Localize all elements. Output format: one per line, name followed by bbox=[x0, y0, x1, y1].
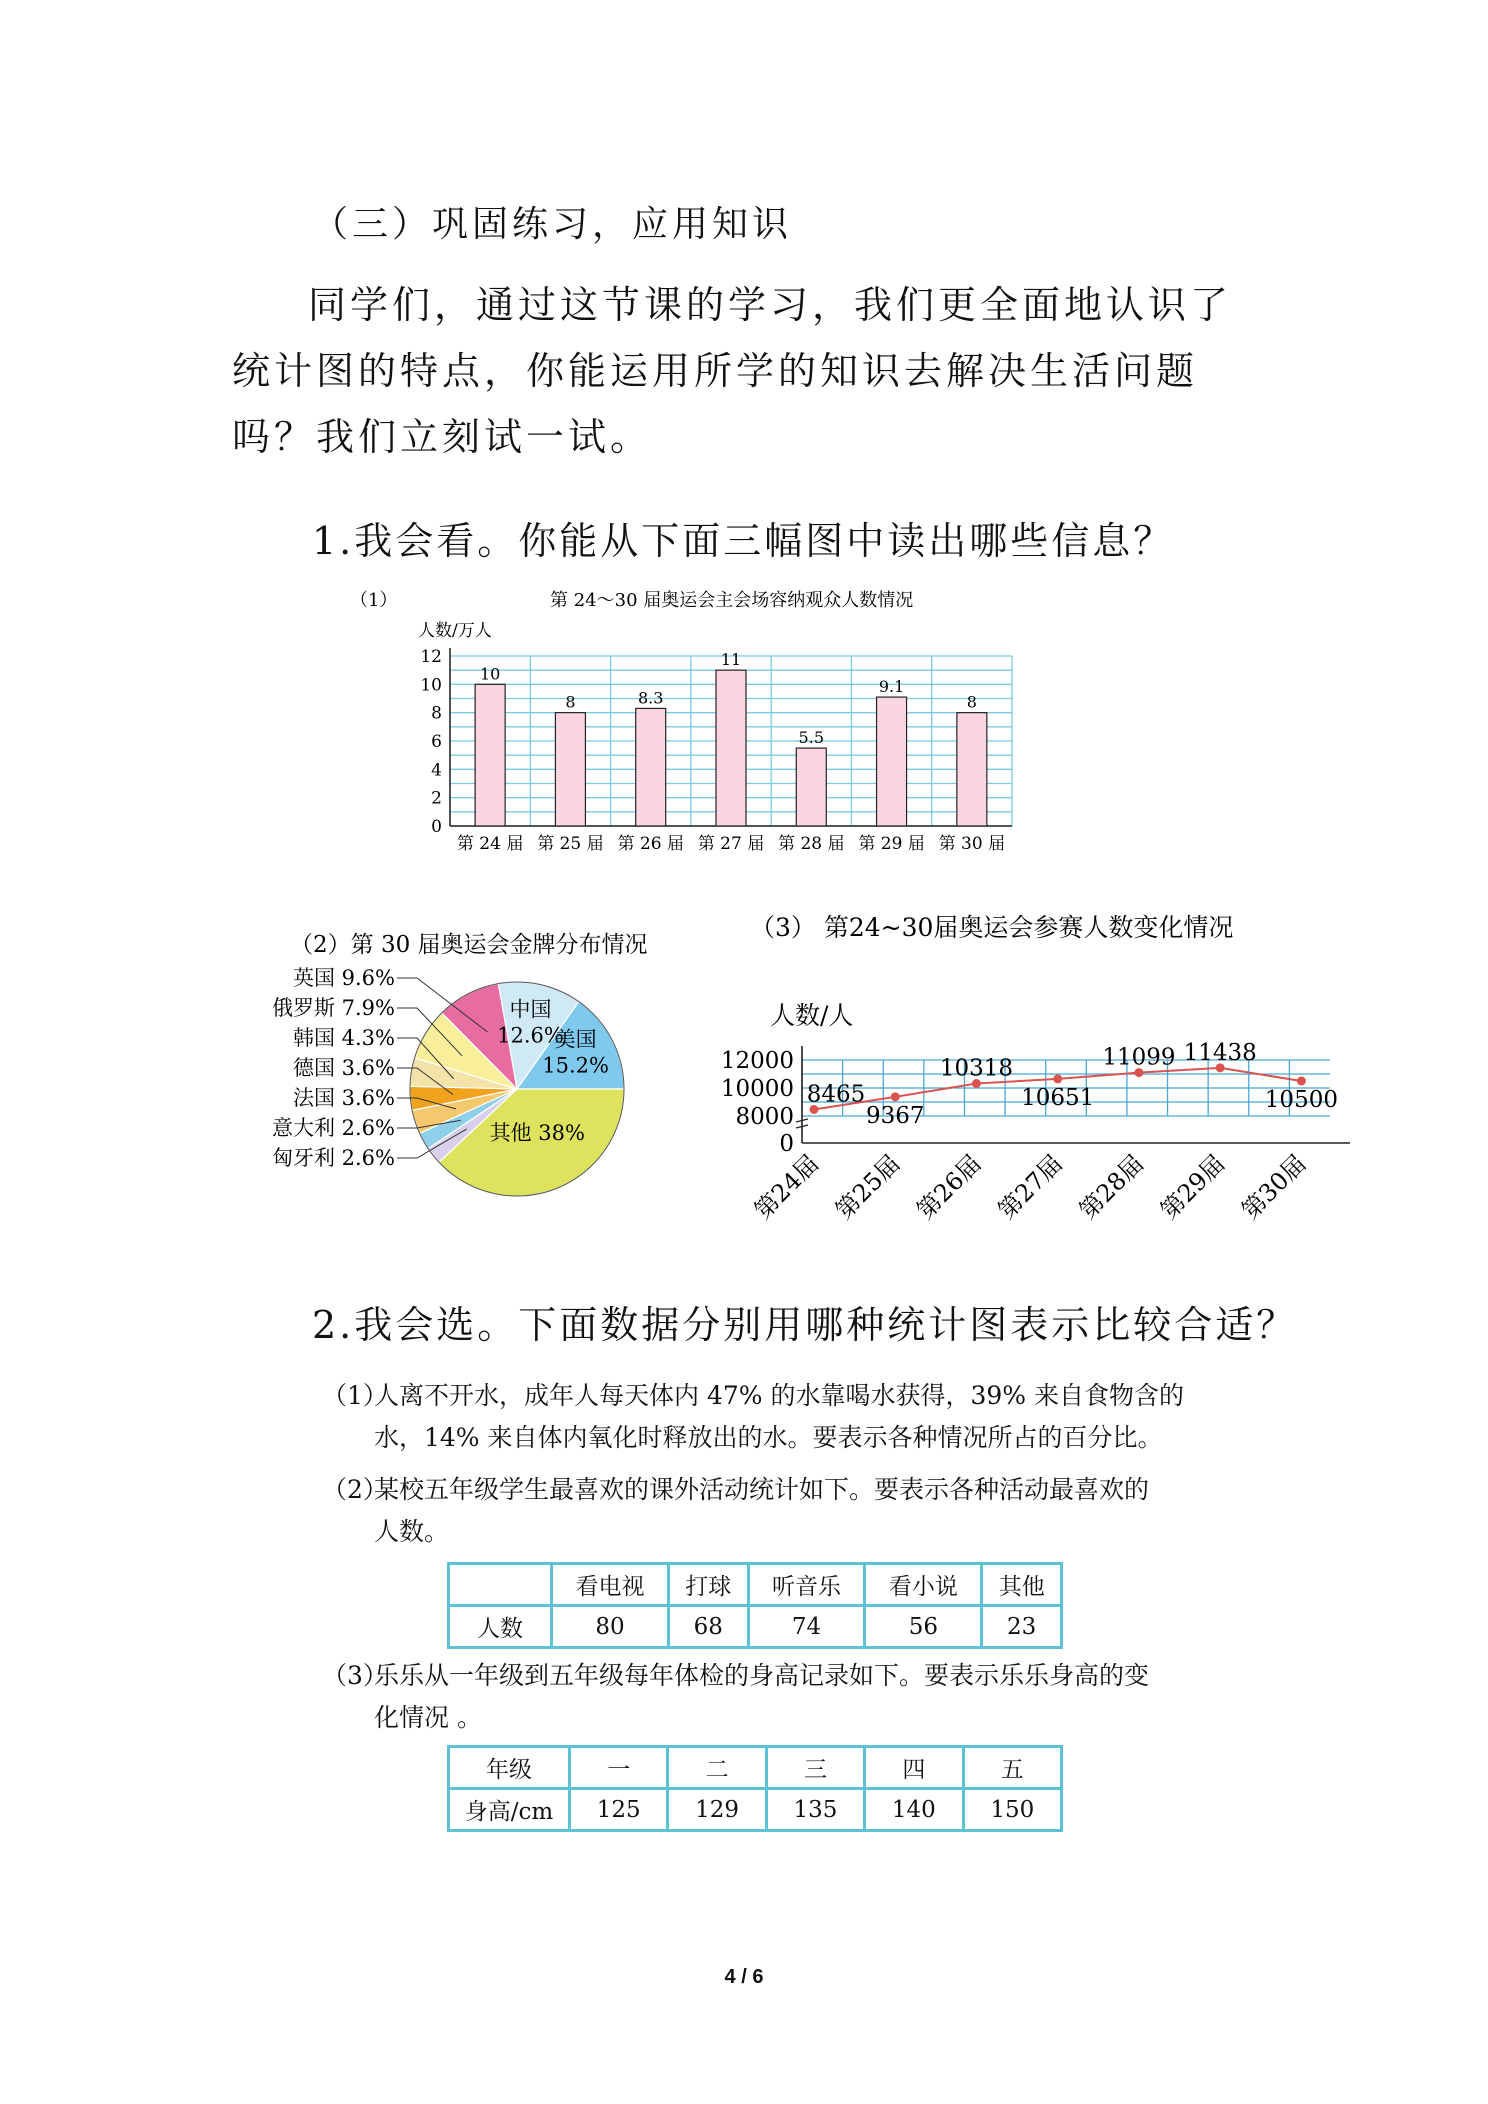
slice-label: 韩国 4.3% bbox=[292, 1026, 395, 1050]
y-tick-label: 10000 bbox=[720, 1076, 794, 1102]
data-label: 8 bbox=[966, 692, 977, 712]
slice-label: 俄罗斯 7.9% bbox=[271, 996, 395, 1020]
y-tick-label: 4 bbox=[431, 760, 442, 781]
y-tick-label: 10 bbox=[420, 675, 442, 696]
table-row bbox=[449, 1564, 1062, 1606]
page-number: 4 / 6 bbox=[724, 1966, 764, 1988]
data-point bbox=[891, 1092, 900, 1101]
x-tick-label: 第 24 届 bbox=[456, 834, 524, 854]
y-tick-label: 8000 bbox=[735, 1104, 794, 1130]
data-label: 8.3 bbox=[637, 688, 664, 708]
x-tick-label: 第24届 bbox=[748, 1149, 825, 1225]
data-label: 8465 bbox=[806, 1081, 866, 1108]
slice-label bbox=[490, 1121, 585, 1145]
sub-question-label: （3） bbox=[322, 1661, 388, 1690]
bar bbox=[716, 670, 746, 826]
y-tick-label: 0 bbox=[779, 1131, 794, 1157]
table-cell: 身高/cm bbox=[449, 1789, 570, 1831]
table-cell: 看电视 bbox=[552, 1564, 669, 1606]
data-label: 10318 bbox=[939, 1055, 1014, 1082]
table-row bbox=[449, 1747, 1062, 1789]
data-label: 11438 bbox=[1183, 1039, 1257, 1066]
line-chart-ylabel: 人数/人 bbox=[770, 1001, 854, 1030]
intro-paragraph: 同学们，通过这节课的学习，我们更全面地认识了统计图的特点，你能运用所学的知识去解决生活问题吗？我们立刻试一试。 bbox=[232, 283, 1233, 459]
data-label: 11099 bbox=[1102, 1044, 1176, 1071]
table-cell: 二 bbox=[668, 1747, 766, 1789]
sub-question-text: 人离不开水，成年人每天体内 47% 的水靠喝水获得，39% 来自食物含的 bbox=[374, 1381, 1184, 1410]
table-cell: 五 bbox=[963, 1747, 1061, 1789]
table-cell: 听音乐 bbox=[748, 1564, 865, 1606]
slice-label: 匈牙利 2.6% bbox=[271, 1146, 395, 1170]
slice-label: 法国 3.6% bbox=[292, 1086, 395, 1110]
data-label: 8 bbox=[565, 692, 576, 712]
bar-chart-label: （1） bbox=[350, 590, 398, 611]
table-cell: 68 bbox=[668, 1606, 748, 1648]
bar bbox=[475, 684, 505, 826]
table-cell: 74 bbox=[748, 1606, 865, 1648]
table-cell: 23 bbox=[982, 1606, 1062, 1648]
data-label: 9367 bbox=[865, 1102, 925, 1129]
slice-label-line: 其他 38% bbox=[489, 1121, 585, 1146]
x-tick-label: 第 26 届 bbox=[617, 834, 684, 854]
table-cell: 129 bbox=[668, 1789, 766, 1831]
sub-question-text: 人数。 bbox=[374, 1517, 450, 1546]
sub-question-text: 水，14% 来自体内氧化时释放出的水。要表示各种情况所占的百分比。 bbox=[374, 1423, 1163, 1452]
table-cell: 一 bbox=[570, 1747, 668, 1789]
bar-chart-title: 第 24～30 届奥运会主会场容纳观众人数情况 bbox=[550, 590, 914, 611]
data-label: 10500 bbox=[1264, 1087, 1338, 1113]
sub-question-text: 乐乐从一年级到五年级每年体检的身高记录如下。要表示乐乐身高的变 bbox=[374, 1661, 1150, 1690]
data-label: 5.5 bbox=[798, 728, 825, 748]
data-label: 9.1 bbox=[878, 677, 905, 697]
x-tick-label: 第 30 届 bbox=[938, 834, 1006, 854]
table-cell: 125 bbox=[570, 1789, 668, 1831]
sub-question-label: （1） bbox=[322, 1381, 388, 1410]
question-2: 2.我会选。下面数据分别用哪种统计图表示比较合适？ bbox=[312, 1303, 1298, 1347]
table-cell: 80 bbox=[552, 1606, 669, 1648]
section-heading: （三）巩固练习，应用知识 bbox=[312, 204, 793, 245]
slice-label-line: 12.6% bbox=[497, 1023, 564, 1048]
sub-question-text: 化情况 。 bbox=[374, 1703, 482, 1732]
question-1: 1.我会看。你能从下面三幅图中读出哪些信息？ bbox=[312, 519, 1175, 563]
sub-question-2 bbox=[322, 1469, 1252, 1553]
bar bbox=[796, 748, 826, 826]
slice-label-line: 美国 bbox=[554, 1027, 597, 1052]
bar-chart bbox=[330, 580, 1050, 870]
activity-table bbox=[447, 1562, 1063, 1649]
table-cell: 135 bbox=[766, 1789, 864, 1831]
y-tick-label: 8 bbox=[431, 703, 442, 724]
y-tick-label: 12 bbox=[420, 647, 442, 667]
data-point bbox=[1297, 1077, 1306, 1086]
x-tick-label: 第 29 届 bbox=[858, 834, 925, 854]
slice-label: 意大利 2.6% bbox=[271, 1116, 395, 1140]
pie-chart bbox=[260, 920, 660, 1220]
slice-label: 德国 3.6% bbox=[292, 1056, 395, 1080]
sub-question-label: （2） bbox=[322, 1475, 388, 1504]
x-tick-label: 第30届 bbox=[1236, 1149, 1312, 1225]
pie-chart-title: （2）第 30 届奥运会金牌分布情况 bbox=[290, 932, 648, 958]
x-tick-label: 第29届 bbox=[1155, 1149, 1231, 1225]
line-chart bbox=[690, 900, 1366, 1260]
bar bbox=[555, 713, 585, 826]
bar bbox=[636, 708, 666, 826]
table-row bbox=[449, 1789, 1062, 1831]
data-label: 10651 bbox=[1021, 1084, 1095, 1111]
data-label: 10 bbox=[479, 664, 501, 684]
table-cell: 150 bbox=[963, 1789, 1061, 1831]
sub-question-3 bbox=[322, 1655, 1252, 1739]
table-cell: 人数 bbox=[449, 1606, 552, 1648]
x-tick-label: 第 25 届 bbox=[537, 834, 604, 854]
table-cell: 年级 bbox=[449, 1747, 570, 1789]
x-tick-label: 第27届 bbox=[992, 1149, 1068, 1225]
table-row bbox=[449, 1606, 1062, 1648]
y-tick-label: 0 bbox=[431, 817, 442, 837]
data-label: 11 bbox=[720, 650, 742, 670]
x-tick-label: 第25届 bbox=[830, 1149, 906, 1225]
bar bbox=[877, 697, 907, 826]
table-cell: 四 bbox=[865, 1747, 963, 1789]
table-cell: 打球 bbox=[668, 1564, 748, 1606]
table-cell bbox=[449, 1564, 552, 1606]
slice-label-line: 中国 bbox=[509, 997, 552, 1022]
slice-label-line: 15.2% bbox=[542, 1053, 609, 1078]
height-table bbox=[447, 1745, 1063, 1832]
y-tick-label: 12000 bbox=[720, 1048, 794, 1074]
sub-question-1 bbox=[322, 1375, 1252, 1459]
table-cell: 三 bbox=[766, 1747, 864, 1789]
data-point bbox=[1053, 1074, 1062, 1083]
x-tick-label: 第 28 届 bbox=[778, 834, 845, 854]
slice-label: 英国 9.6% bbox=[292, 966, 395, 990]
x-tick-label: 第 27 届 bbox=[697, 834, 765, 854]
table-cell: 56 bbox=[865, 1606, 982, 1648]
table-cell: 其他 bbox=[982, 1564, 1062, 1606]
table-cell: 140 bbox=[865, 1789, 963, 1831]
x-tick-label: 第26届 bbox=[911, 1149, 987, 1225]
table-cell: 看小说 bbox=[865, 1564, 982, 1606]
y-tick-label: 2 bbox=[431, 788, 442, 809]
bar bbox=[957, 713, 987, 826]
line-chart-title: （3） 第24~30届奥运会参赛人数变化情况 bbox=[750, 913, 1234, 942]
y-tick-label: 6 bbox=[431, 732, 442, 752]
bar-chart-ylabel: 人数/万人 bbox=[418, 621, 492, 641]
sub-question-text: 某校五年级学生最喜欢的课外活动统计如下。要表示各种活动最喜欢的 bbox=[374, 1475, 1150, 1504]
x-tick-label: 第28届 bbox=[1073, 1149, 1150, 1225]
